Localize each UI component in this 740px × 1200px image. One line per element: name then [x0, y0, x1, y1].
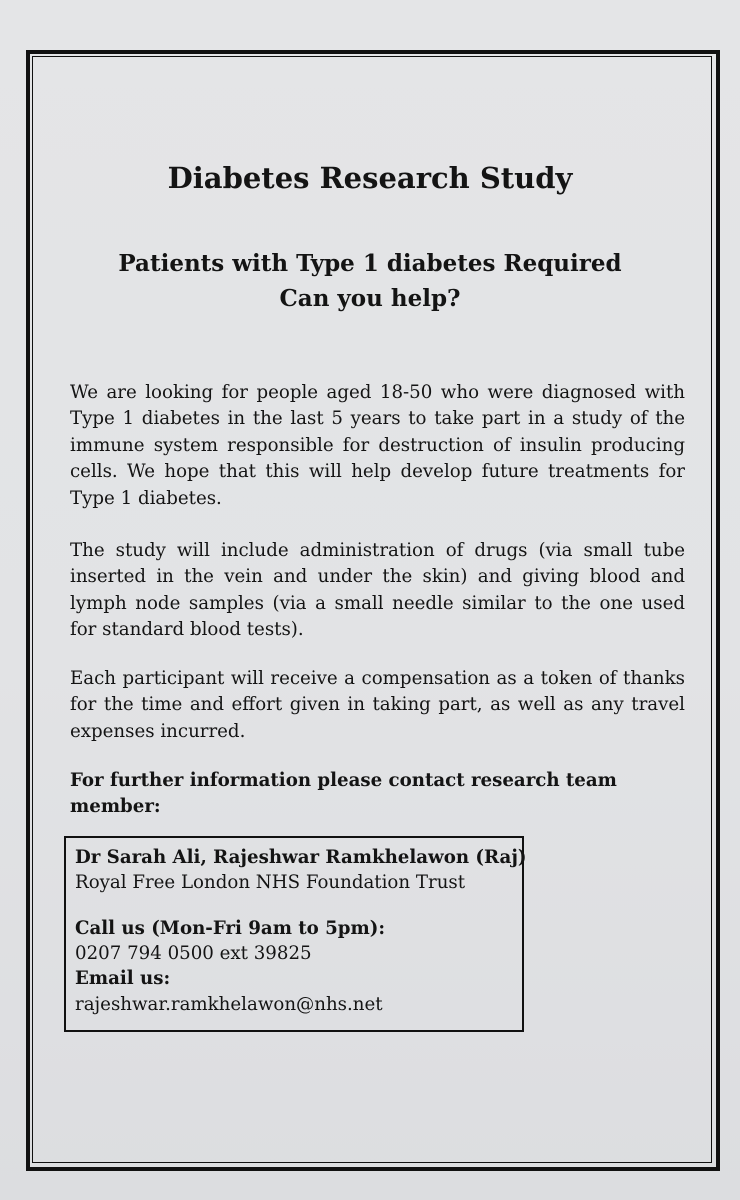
- poster-call-to-action: Can you help?: [279, 285, 461, 312]
- contact-organisation: Royal Free London NHS Foundation Trust: [75, 872, 466, 893]
- poster-subtitle: Patients with Type 1 diabetes Required: [118, 250, 622, 277]
- contact-names: Dr Sarah Ali, Rajeshwar Ramkhelawon (Raj): [75, 847, 527, 868]
- phone-number: 0207 794 0500 ext 39825: [75, 943, 312, 964]
- study-procedures-paragraph: The study will include administration of drugs (via small tube inserted in the vein and under the skin) and giving blood and lymph node samples (via a small needle similar to the one used for standard blood tests).: [70, 540, 685, 641]
- poster-title: Diabetes Research Study: [167, 161, 573, 195]
- email-address: rajeshwar.ramkhelawon@nhs.net: [75, 994, 383, 1015]
- call-label: Call us (Mon-Fri 9am to 5pm):: [75, 918, 386, 939]
- contact-heading: For further information please contact research team member:: [70, 770, 617, 818]
- email-label: Email us:: [75, 968, 171, 989]
- compensation-paragraph: Each participant will receive a compensation as a token of thanks for the time and effort given in taking part, as well as any travel expenses incurred.: [70, 668, 685, 742]
- study-description-paragraph: We are looking for people aged 18-50 who were diagnosed with Type 1 diabetes in the last 5 years to take part in a study of the immune system responsible for destruction of insulin producing cells. We hope that this will help develop future treatments for Type 1 diabetes.: [70, 382, 685, 509]
